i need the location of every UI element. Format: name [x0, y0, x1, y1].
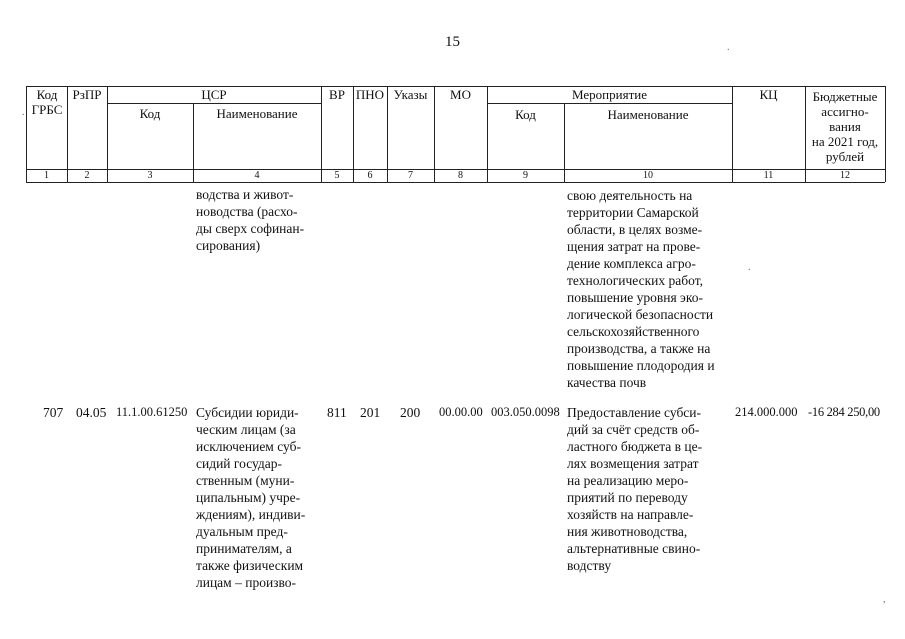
page-number: 15 [445, 34, 460, 50]
column-number-12: 12 [840, 170, 850, 181]
header-kod-grbs: Код ГРБС [31, 87, 63, 117]
column-number-5: 5 [334, 170, 340, 181]
header-rzpr: РзПР [72, 87, 102, 102]
header-pno: ПНО [355, 87, 385, 102]
header-budget: Бюджетные ассигно- вания на 2021 год, рублей [811, 89, 879, 164]
column-number-1: 1 [44, 170, 49, 181]
row-rzpr: 04.05 [76, 405, 107, 420]
header-vr: ВР [329, 87, 345, 102]
header-mer-kod: Код [515, 107, 536, 122]
header-csr-name: Наименование [216, 106, 298, 121]
row-mer-kod: 003.050.0098 [491, 405, 560, 419]
scan-speck: . [748, 262, 751, 273]
scan-speck: , [883, 594, 886, 605]
row-mer-name: Предоставление субси- дий за счёт средств об- ластного бюджета в це- лях возмещения затрат на реализацию меро- приятий по переводу хозяйств на направле- ния животноводства, альтернативные свино- водству [567, 405, 703, 573]
row-csr-kod: 11.1.00.61250 [116, 405, 188, 419]
header-kc: КЦ [759, 87, 778, 102]
column-number-3: 3 [147, 170, 153, 181]
scan-speck: . [22, 107, 25, 118]
row-kc: 214.000.000 [735, 405, 798, 419]
scan-speck: . [727, 42, 730, 53]
header-mo: МО [450, 87, 471, 102]
row-mo: 00.00.00 [439, 405, 483, 419]
column-number-4: 4 [254, 170, 260, 181]
column-number-8: 8 [458, 170, 463, 181]
column-number-10: 10 [643, 170, 653, 181]
continuation-mer-name: свою деятельность на территории Самарской области, в целях возме- щения затрат на прове- дение комплекса агро- технологических работ, повышение уровня эко- логической безопасности сельскохозяйственного производства, а также на повышение плодородия и качества почв [567, 188, 715, 390]
column-number-9: 9 [523, 170, 528, 181]
column-number-2: 2 [84, 170, 90, 181]
continuation-csr-name: водства и живот- новодства (расхо- ды сверх софинан- сирования) [196, 187, 305, 253]
row-csr-name: Субсидии юриди- ческим лицам (за исключением суб- сидий государ- ственным (муни- ципальным) учре- ждениям), индиви- дуальным пред- принимателям, а также физическим лицам – произво- [196, 405, 306, 590]
row-vr: 811 [327, 405, 347, 420]
column-number-7: 7 [408, 170, 413, 181]
row-budget: -16 284 250,00 [808, 405, 880, 419]
row-pno: 201 [360, 405, 381, 420]
column-number-11: 11 [763, 170, 774, 181]
header-ukazy: Указы [393, 87, 428, 102]
header-mer-name: Наименование [607, 107, 689, 122]
row-ukazy: 200 [400, 405, 421, 420]
column-number-6: 6 [367, 170, 373, 181]
header-csr: ЦСР [201, 87, 227, 102]
header-csr-kod: Код [139, 106, 161, 121]
row-kod-grbs: 707 [43, 405, 64, 420]
header-meropriyatie: Мероприятие [572, 87, 647, 102]
